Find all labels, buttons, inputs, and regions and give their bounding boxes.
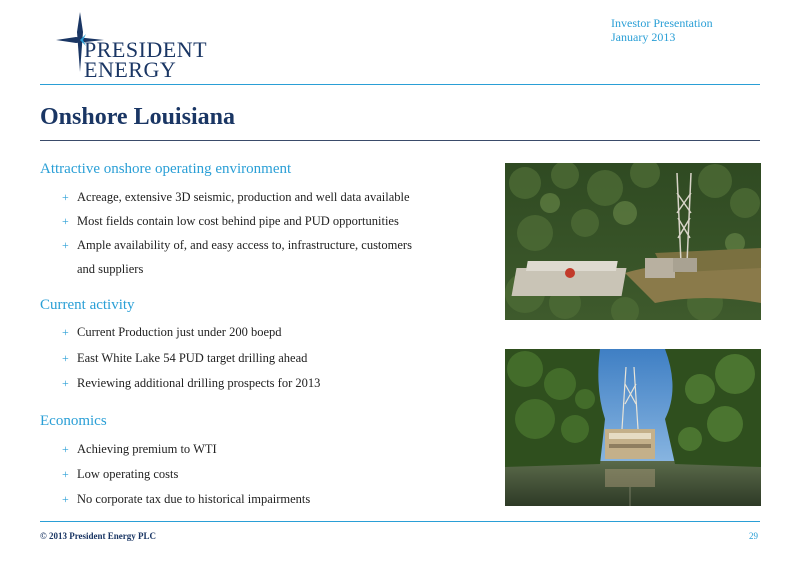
bullet-text: Ample availability of, and easy access to, infrastructure, customers	[77, 238, 412, 252]
page-number: 29	[749, 531, 758, 541]
aerial-rig-photo	[505, 163, 761, 320]
bullet-text: East White Lake 54 PUD target drilling ahead	[77, 351, 308, 365]
page-title: Onshore Louisiana	[40, 104, 235, 130]
logo-line-2: ENERGY	[84, 57, 177, 82]
presentation-title: Investor Presentation	[611, 16, 713, 30]
section-heading-economics: Economics	[40, 413, 107, 429]
bullet-text: Most fields contain low cost behind pipe and PUD opportunities	[77, 214, 399, 228]
footer-copyright: © 2013 President Energy PLC	[40, 531, 157, 541]
bullet-plus-icon: +	[62, 325, 69, 339]
section-heading-environment: Attractive onshore operating environment	[40, 161, 292, 177]
bullet-text: Achieving premium to WTI	[77, 442, 217, 456]
bullet-text: Current Production just under 200 boepd	[77, 325, 282, 339]
bullet-plus-icon: +	[62, 214, 69, 228]
bullet-plus-icon: +	[62, 190, 69, 204]
bayou-rig-photo	[505, 349, 761, 506]
bullet-text: and suppliers	[77, 262, 144, 276]
bullet-plus-icon: +	[62, 376, 69, 390]
presentation-info	[611, 16, 713, 44]
section-heading-activity: Current activity	[40, 297, 135, 313]
bullet-text: Low operating costs	[77, 467, 179, 481]
footer-divider	[40, 521, 760, 522]
presentation-date: January 2013	[611, 30, 676, 44]
bullet-text: No corporate tax due to historical impairments	[77, 492, 311, 506]
logo-wordmark	[84, 37, 208, 82]
bullet-text: Acreage, extensive 3D seismic, production and well data available	[77, 190, 410, 204]
bullet-plus-icon: +	[62, 442, 69, 456]
bullet-plus-icon: +	[62, 238, 69, 252]
header-divider	[40, 84, 760, 85]
bullet-plus-icon: +	[62, 492, 69, 506]
bullet-plus-icon: +	[62, 351, 69, 365]
bullet-text: Reviewing additional drilling prospects for 2013	[77, 376, 321, 390]
title-divider	[40, 140, 760, 141]
logo-line-1: PRESIDENT	[84, 37, 208, 62]
bullet-plus-icon: +	[62, 467, 69, 481]
